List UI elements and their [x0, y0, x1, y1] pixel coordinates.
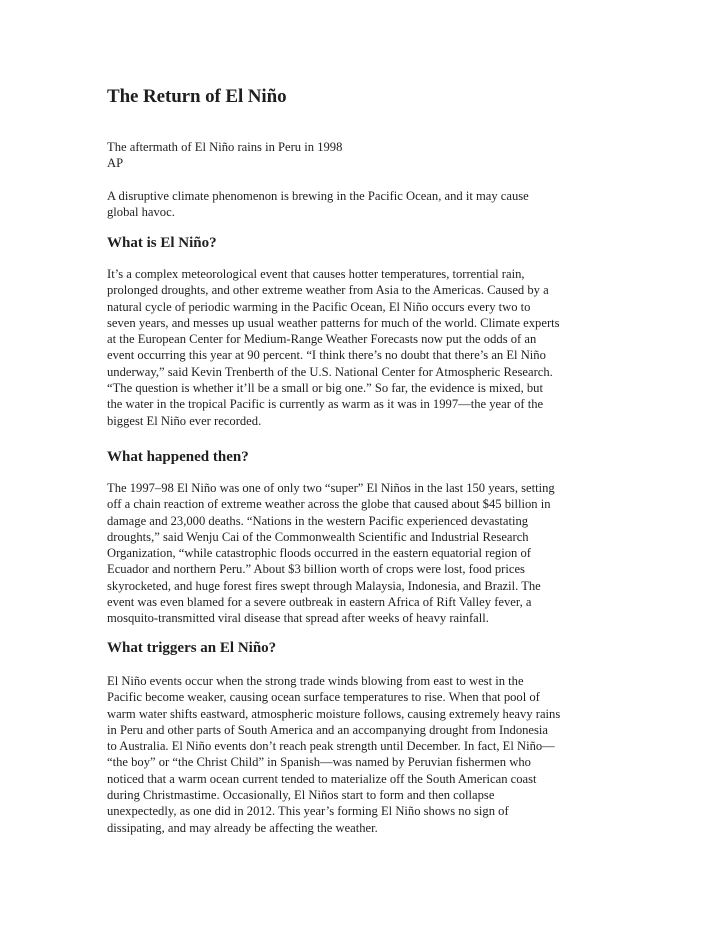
- text-line: Pacific become weaker, causing ocean surface temperatures to rise. When that pool of: [107, 690, 540, 705]
- text-line: off a chain reaction of extreme weather across the globe that caused about $45 billion in: [107, 497, 551, 512]
- text-line: A disruptive climate phenomenon is brewing in the Pacific Ocean, and it may cause: [107, 189, 529, 203]
- photo-caption: [107, 139, 587, 172]
- text-line: during Christmastime. Occasionally, El Niños start to form and then collapse: [107, 788, 495, 803]
- caption-credit: AP: [107, 156, 124, 171]
- section-body-what-happened: [107, 480, 607, 627]
- text-line: in Peru and other parts of South America and an accompanying drought from Indonesia: [107, 722, 549, 737]
- text-line: the water in the tropical Pacific is currently as warm as it was in 1997—the year of the: [107, 397, 544, 412]
- text-line: Organization, “while catastrophic floods occurred in the eastern equatorial region of: [107, 546, 531, 561]
- text-line: mosquito-transmitted viral disease that spread after weeks of heavy rainfall.: [107, 611, 489, 626]
- text-line: Ecuador and northern Peru.” About $3 billion worth of crops were lost, food prices: [107, 562, 525, 577]
- text-line: underway,” said Kevin Trenberth of the U.S. National Center for Atmospheric Research.: [107, 364, 553, 379]
- text-line: unexpectedly, as one did in 2012. This year’s forming El Niño shows no sign of: [107, 804, 509, 819]
- section-body-what-is: [107, 266, 607, 429]
- text-line: skyrocketed, and huge forest fires swept through Malaysia, Indonesia, and Brazil. The: [107, 578, 541, 593]
- text-line: natural cycle of periodic warming in the Pacific Ocean, El Niño occurs every two to: [107, 299, 531, 314]
- text-line: noticed that a warm ocean current tended to materialize off the South American coast: [107, 771, 537, 786]
- text-line: damage and 23,000 deaths. “Nations in the western Pacific experienced devastating: [107, 513, 529, 528]
- text-line: droughts,” said Wenju Cai of the Commonwealth Scientific and Industrial Research: [107, 529, 529, 544]
- text-line: prolonged droughts, and other extreme weather from Asia to the Americas. Caused by a: [107, 283, 549, 298]
- section-heading-what-happened: What happened then?: [107, 449, 249, 465]
- section-body-what-triggers: [107, 673, 607, 836]
- page-title: The Return of El Niño: [107, 86, 287, 107]
- text-line: The 1997–98 El Niño was one of only two “super” El Niños in the last 150 years, setting: [107, 481, 555, 495]
- text-line: to Australia. El Niño events don’t reach peak strength until December. In fact, El Niño—: [107, 739, 555, 754]
- caption-line: The aftermath of El Niño rains in Peru in 1998: [107, 140, 343, 154]
- text-line: It’s a complex meteorological event that causes hotter temperatures, torrential rain,: [107, 267, 525, 281]
- text-line: “The question is whether it’ll be a small or big one.” So far, the evidence is mixed, but: [107, 381, 543, 396]
- text-line: dissipating, and may already be affecting the weather.: [107, 820, 378, 835]
- text-line: global havoc.: [107, 205, 175, 220]
- text-line: event was even blamed for a severe outbreak in eastern Africa of Rift Valley fever, a: [107, 595, 532, 610]
- text-line: event occurring this year at 90 percent. “I think there’s no doubt that there’s an El Niño: [107, 348, 546, 363]
- text-line: warm water shifts eastward, atmospheric moisture follows, causing extremely heavy rains: [107, 706, 561, 721]
- text-line: biggest El Niño ever recorded.: [107, 413, 262, 428]
- intro-paragraph: [107, 188, 587, 221]
- section-heading-what-is: What is El Niño?: [107, 235, 217, 251]
- text-line: seven years, and messes up usual weather patterns for much of the world. Climate experts: [107, 315, 560, 330]
- text-line: El Niño events occur when the strong trade winds blowing from east to west in the: [107, 674, 524, 688]
- section-heading-what-triggers: What triggers an El Niño?: [107, 640, 277, 656]
- text-line: “the boy” or “the Christ Child” in Spanish—was named by Peruvian fishermen who: [107, 755, 531, 770]
- text-line: at the European Center for Medium-Range Weather Forecasts now put the odds of an: [107, 332, 537, 347]
